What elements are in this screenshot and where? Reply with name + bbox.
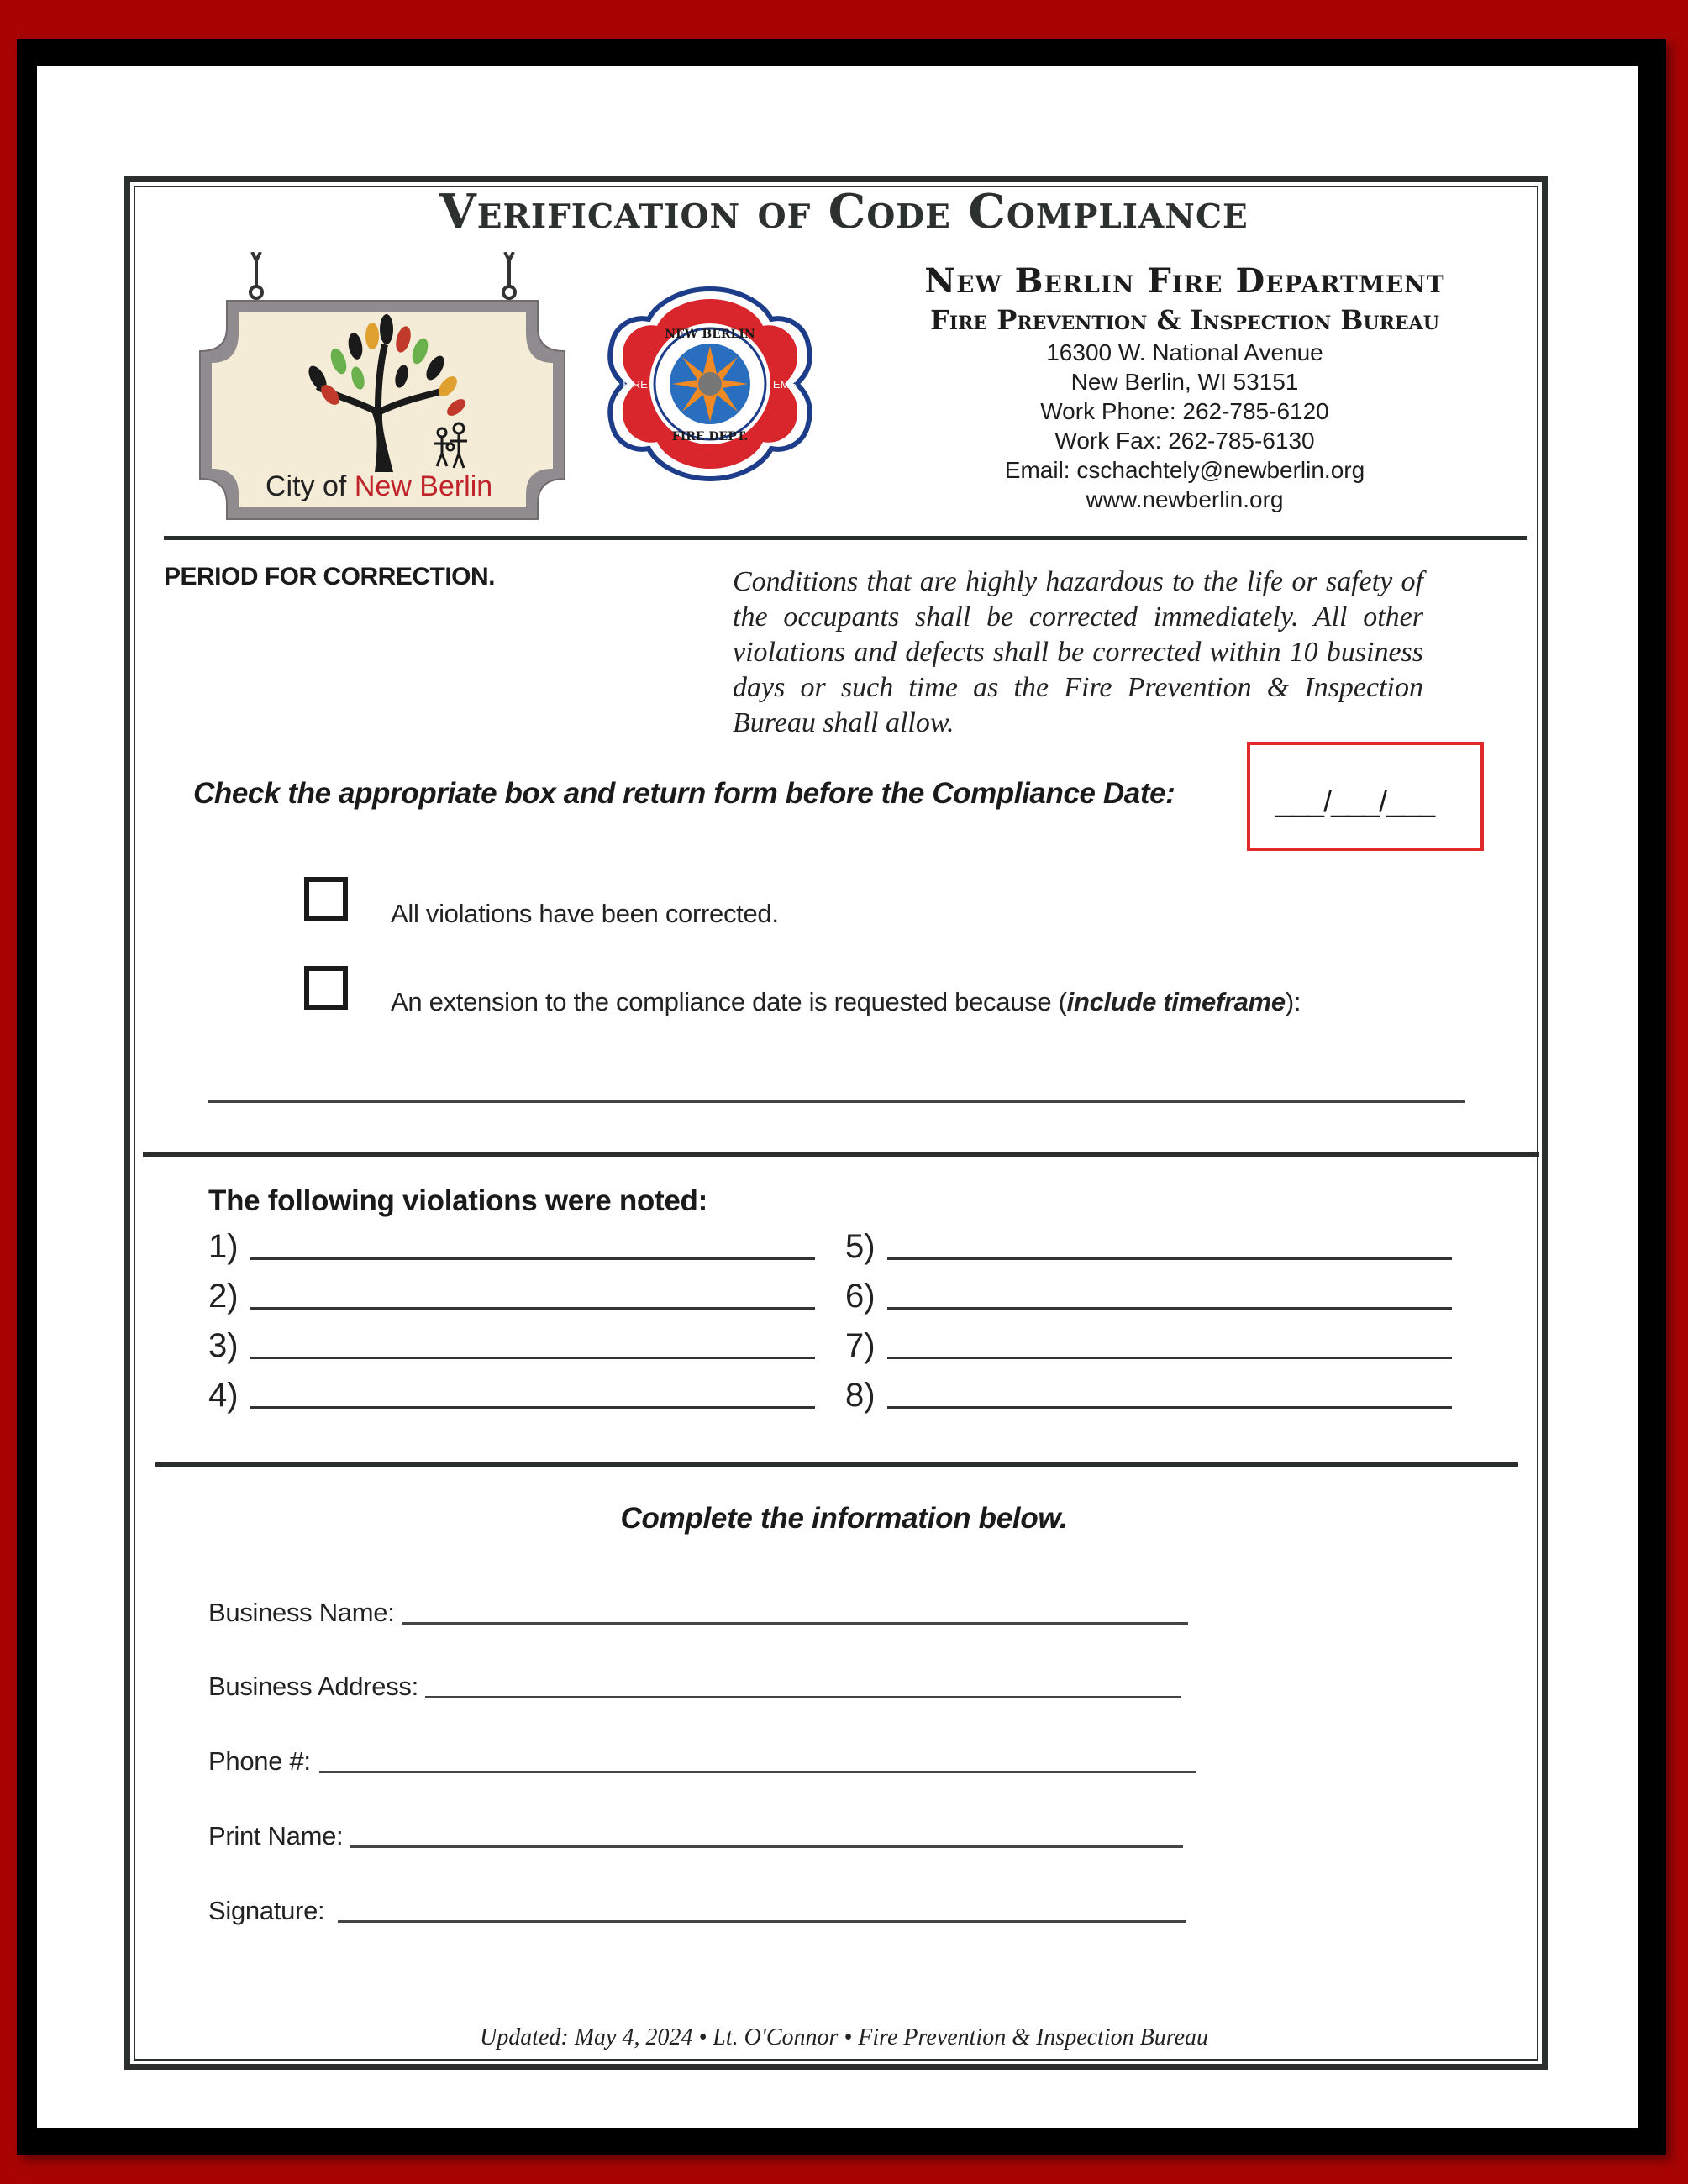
violation-number: 2) [208, 1278, 239, 1315]
business-address-field[interactable] [208, 1672, 1181, 1702]
city-logo-text-highlight: New Berlin [354, 470, 493, 502]
print-name-field[interactable] [208, 1821, 1183, 1851]
address-line-1: 16300 W. National Avenue [1046, 339, 1323, 365]
option-extension-requested-label [391, 987, 1301, 1017]
violation-input-line[interactable] [250, 1257, 815, 1260]
fire-department-badge-icon [603, 286, 817, 482]
violation-item-8[interactable] [845, 1377, 1452, 1414]
violation-item-2[interactable] [208, 1278, 815, 1315]
badge-top-text: NEW BERLIN [665, 328, 755, 341]
city-of-new-berlin-logo [192, 252, 571, 521]
work-phone: Work Phone: 262-785-6120 [1040, 398, 1329, 424]
phone-input[interactable] [319, 1771, 1196, 1773]
print-name-input[interactable] [350, 1845, 1183, 1848]
compliance-instruction: Check the appropriate box and return form before the Compliance Date: [193, 777, 1175, 810]
document-title: Verification of Code Compliance [439, 184, 1249, 239]
address-line-2: New Berlin, WI 53151 [1070, 369, 1299, 395]
business-address-label: Business Address: [208, 1672, 418, 1701]
business-address-input[interactable] [425, 1696, 1181, 1698]
checkbox-extension-requested[interactable] [304, 966, 348, 1010]
option-violations-corrected-label: All violations have been corrected. [391, 899, 779, 928]
violation-number: 7) [845, 1327, 876, 1364]
violations-divider [155, 1462, 1518, 1467]
phone-label: Phone #: [208, 1746, 311, 1776]
badge-right-text: EMS [772, 378, 797, 391]
svg-text:City of New Berlin [266, 470, 492, 502]
violation-input-line[interactable] [250, 1307, 815, 1310]
violations-title: The following violations were noted: [208, 1184, 707, 1217]
extension-label-emphasis: include timeframe [1066, 987, 1286, 1016]
conditions-paragraph: Conditions that are highly hazardous to the life or safety of the occupants shall be corrected immediately. All other violations and defects shall be corrected within 10 business days or such time as the Fire Prevention & Inspection Bureau shall allow. [733, 566, 1423, 738]
footer-updated-line: Updated: May 4, 2024 • Lt. O'Connor • Fire Prevention & Inspection Bureau [479, 2024, 1208, 2050]
violation-input-line[interactable] [887, 1307, 1452, 1310]
complete-information-title: Complete the information below. [620, 1502, 1068, 1535]
business-name-input[interactable] [402, 1622, 1188, 1625]
violation-input-line[interactable] [887, 1357, 1452, 1359]
violation-item-7[interactable] [845, 1327, 1452, 1364]
violation-item-4[interactable] [208, 1377, 815, 1414]
violation-item-3[interactable] [208, 1327, 815, 1364]
violation-number: 8) [845, 1377, 876, 1414]
violation-input-line[interactable] [250, 1357, 815, 1359]
extension-label-suffix: ): [1285, 987, 1301, 1016]
violation-item-6[interactable] [845, 1278, 1452, 1315]
violation-item-5[interactable] [845, 1228, 1452, 1265]
business-name-field[interactable] [208, 1598, 1188, 1628]
extension-reason-input[interactable] [208, 1100, 1465, 1103]
violation-number: 6) [845, 1278, 876, 1315]
violation-number: 1) [208, 1228, 239, 1265]
phone-field[interactable] [208, 1746, 1196, 1777]
signature-input[interactable] [338, 1920, 1186, 1923]
print-name-label: Print Name: [208, 1821, 344, 1851]
violation-input-line[interactable] [887, 1406, 1452, 1409]
business-name-label: Business Name: [208, 1598, 395, 1627]
violation-number: 3) [208, 1327, 239, 1364]
violation-number: 4) [208, 1377, 239, 1414]
compliance-date-field[interactable] [1247, 742, 1484, 851]
header-divider [164, 536, 1527, 540]
work-fax: Work Fax: 262-785-6130 [1054, 428, 1315, 454]
violation-number: 5) [845, 1228, 876, 1265]
compliance-date-value: ___/___/___ [1275, 784, 1435, 818]
extension-label-prefix: An extension to the compliance date is requested because ( [391, 987, 1067, 1016]
email-address: Email: cschachtely@newberlin.org [1004, 457, 1365, 483]
bureau-name: Fire Prevention & Inspection Bureau [930, 304, 1439, 336]
signature-field[interactable] [208, 1896, 1186, 1926]
department-contact-block [840, 260, 1529, 514]
violation-input-line[interactable] [250, 1406, 815, 1409]
violation-input-line[interactable] [887, 1257, 1452, 1260]
badge-left-text: FIRE [623, 378, 648, 391]
department-name: New Berlin Fire Department [924, 261, 1445, 301]
website: www.newberlin.org [1086, 486, 1284, 512]
checkbox-violations-corrected[interactable] [304, 877, 348, 921]
period-for-correction-label: PERIOD FOR CORRECTION. [164, 563, 496, 591]
violation-item-1[interactable] [208, 1228, 815, 1265]
city-logo-text-prefix: City of [266, 470, 355, 502]
compliance-divider [143, 1152, 1539, 1157]
signature-label: Signature: [208, 1896, 325, 1925]
badge-bottom-text: FIRE DEPT. [671, 430, 749, 444]
